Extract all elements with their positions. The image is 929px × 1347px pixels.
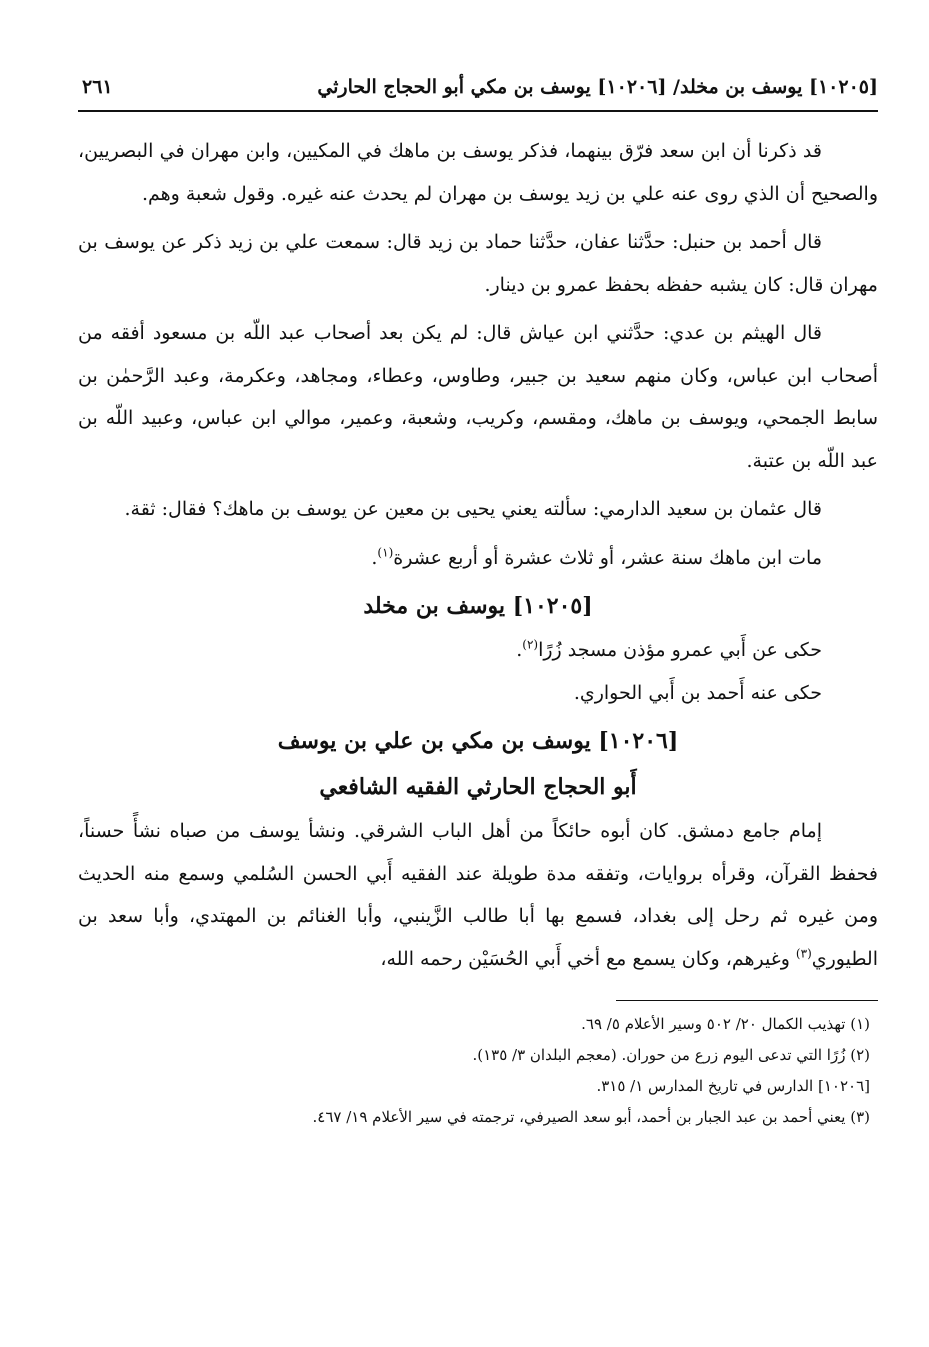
entry2-paragraph bbox=[78, 810, 878, 980]
entry1-line2: حكى عنه أَحمد بن أَبي الحواري. bbox=[573, 681, 822, 704]
body-text bbox=[78, 130, 878, 980]
header-title: [١٠٢٠٥] يوسف بن مخلد/ [١٠٢٠٦] يوسف بن مكي أبو الحجاج الحارثي bbox=[317, 76, 878, 98]
entry2-text-end: وغيرهم، وكان يسمع مع أخي أَبي الحُسَيْن رحمه الله، bbox=[380, 947, 796, 970]
footnote-3: (٣) يعني أحمد بن عبد الجبار بن أحمد، أبو سعد الصيرفي، ترجمته في سير الأعلام ١٩/ ٤٦٧. bbox=[312, 1108, 870, 1126]
footnote-ref-1: (١) bbox=[377, 545, 394, 560]
footnote-source: [١٠٢٠٦] الدارس في تاريخ المدارس ١/ ٣١٥. bbox=[596, 1077, 870, 1095]
running-header bbox=[78, 70, 878, 112]
death-line bbox=[78, 537, 878, 580]
paragraph-3: قال الهيثم بن عدي: حدَّثني ابن عياش قال: لم يكن بعد أصحاب عبد اللّه بن مسعود أفقه من أصحاب ابن عباس، وكان منهم سعيد بن جبير، وطاوس، وعطاء، ومجاهد، وعكرمة، وعبد الرَّحمٰن بن سابط الجمحي، ويوسف بن ماهك، ومقسم، وكريب، وشعبة، وعمير، موالي ابن عباس، وعبيد اللّه بن عبد اللّه بن عتبة. bbox=[78, 322, 878, 472]
death-line-text: مات ابن ماهك سنة عشر، أو ثلاث عشرة أو أربع عشرة bbox=[393, 546, 822, 569]
entry-heading-10206 bbox=[78, 718, 878, 810]
paragraph-1: قد ذكرنا أن ابن سعد فرّق بينهما، فذكر يوسف بن ماهك في المكيين، وابن مهران في البصريين، والصحيح أن الذي روى عنه علي بن زيد يوسف بن مهران لم يحدث عنه غيره. وقول شعبة وهم. bbox=[78, 140, 878, 205]
entry2-heading-line1: [١٠٢٠٦] يوسف بن مكي بن علي بن يوسف bbox=[277, 728, 679, 754]
footnote-2: (٢) زُرًا التي تدعى اليوم زرع من حوران. (معجم البلدان ٣/ ١٣٥). bbox=[472, 1046, 870, 1064]
footnote-divider bbox=[616, 1000, 878, 1001]
entry1-line1-text: حكى عن أَبي عمرو مؤذن مسجد زُرًا bbox=[538, 639, 822, 661]
death-line-end: . bbox=[371, 546, 378, 569]
footnotes bbox=[78, 1009, 878, 1133]
footnote-1: (١) تهذيب الكمال ٢٠/ ٥٠٢ وسير الأعلام ٥/ ٦٩. bbox=[581, 1015, 870, 1033]
entry2-text-start: إمام جامع دمشق. كان أبوه حائكاً من أهل الباب الشرقي. ونشأ يوسف من صباه نشأً حسناً، فحفظ القرآن، وقرأه بروايات، وتفقه مدة طويلة عند الفقيه أَبي الحسن السُلمي وسمع منه الحديث ومن غيره ثم رحل إلى بغداد، فسمع بها أبا طالب الزَّينبي، وأبا الغنائم بن المهتدي، وأبا سعد بن الطيوري bbox=[78, 820, 879, 970]
page-number: ٢٦١ bbox=[82, 76, 113, 98]
entry1-line1-end: . bbox=[516, 639, 523, 661]
paragraph-2: قال أحمد بن حنبل: حدَّثنا عفان، حدَّثنا حماد بن زيد قال: سمعت علي بن زيد ذكر عن يوسف بن مهران قال: كان يشبه حفظه بحفظ عمرو بن دينار. bbox=[78, 231, 878, 296]
book-page bbox=[78, 70, 878, 1133]
paragraph-4: قال عثمان بن سعيد الدارمي: سألته يعني يحيى بن معين عن يوسف بن ماهك؟ فقال: ثقة. bbox=[124, 498, 822, 520]
entry1-line1 bbox=[78, 629, 878, 672]
entry2-heading-line2: أَبو الحجاج الحارثي الفقيه الشافعي bbox=[319, 774, 637, 800]
footnote-ref-2: (٢) bbox=[522, 637, 539, 652]
entry-heading-10205: [١٠٢٠٥] يوسف بن مخلد bbox=[363, 593, 593, 619]
footnote-ref-3: (٣) bbox=[795, 946, 812, 961]
